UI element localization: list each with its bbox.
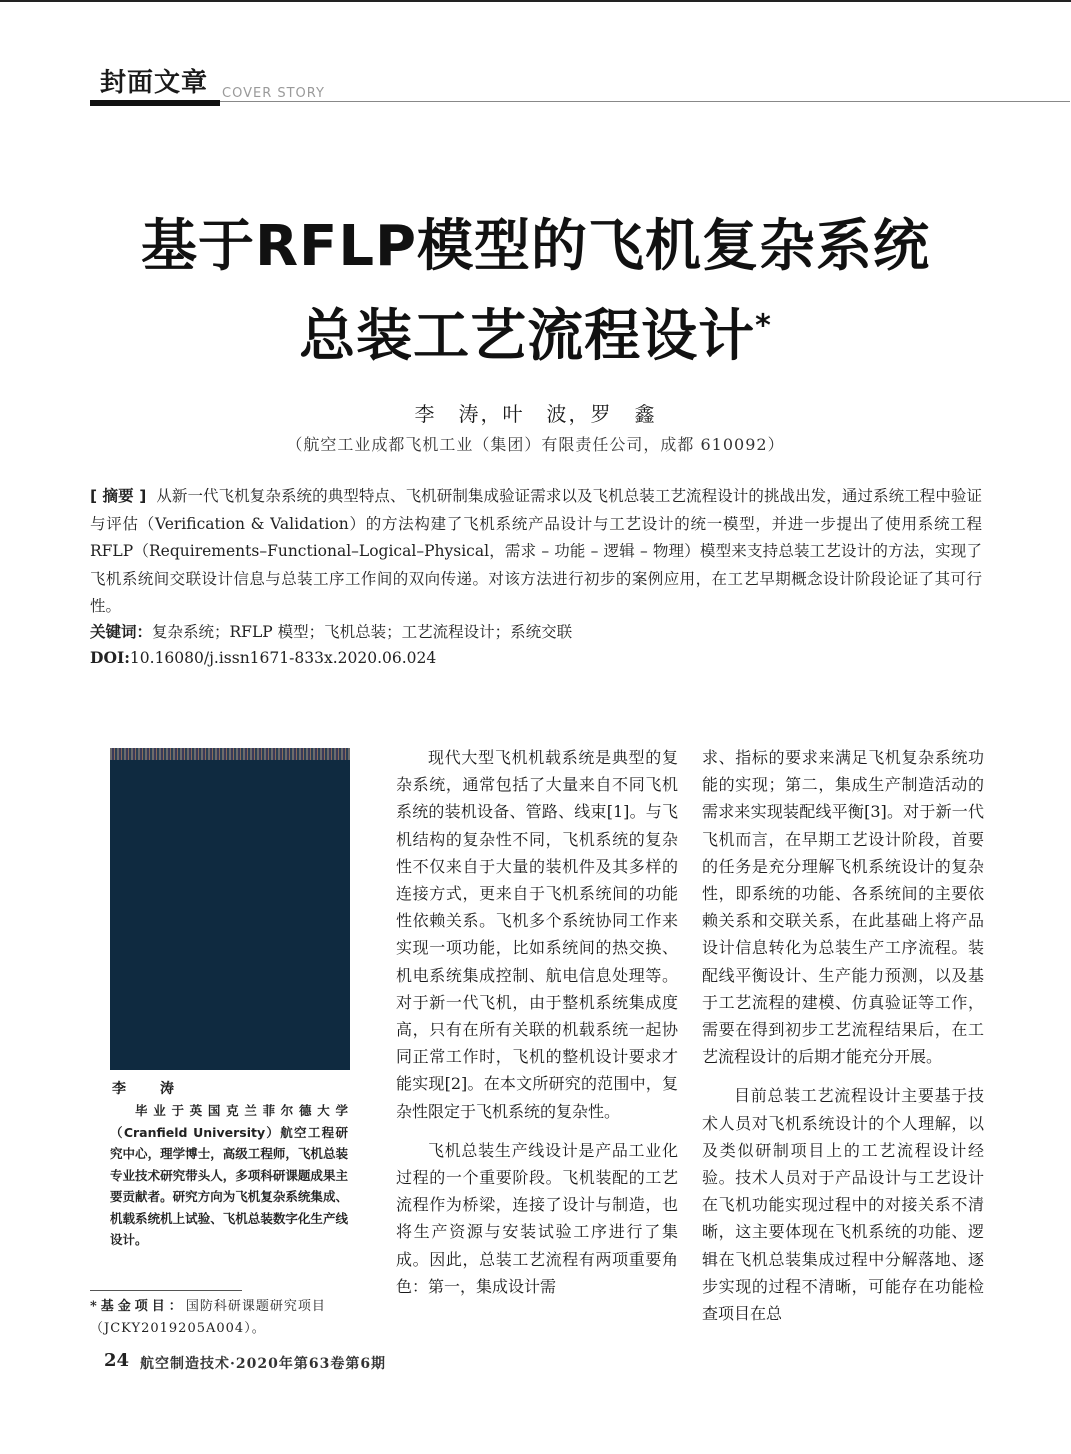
body-paragraph: 飞机总装生产线设计是产品工业化过程的一个重要阶段。飞机装配的工艺流程作为桥梁，连接了设计与制造，也将生产资源与安装试验工序进行了集成。因此，总装工艺流程有两项重要角色：第一，集成设计需 [396, 1140, 678, 1296]
affiliation: （航空工业成都飞机工业（集团）有限责任公司，成都 610092） [286, 435, 785, 454]
authors: 李 涛，叶 波，罗 鑫 [414, 402, 657, 426]
footnote-text: 国防科研课题研究项目（JCKY2019205A004）。 [90, 1299, 326, 1336]
body-paragraph: 现代大型飞机机载系统是典型的复杂系统，通常包括了大量来自不同飞机系统的装机设备、管路、线束[1]。与飞机结构的复杂性不同，飞机系统的复杂性不仅来自于大量的装机件及其多样的连接方式，更来自于飞机系统间的功能性依赖关系。飞机多个系统协同工作来实现一项功能，比如系统间的热交换、机电系统集成控制、航电信息处理等。对于新一代飞机，由于整机系统集成度高，只有在所有关联的机载系统一起协同正常工作时，飞机的整机设计要求才能实现[2]。在本文所研究的范围中，复杂性限定于飞机系统的复杂性。 [396, 748, 678, 1121]
body-column-1 [396, 744, 678, 1300]
doi-value: 10.16080/j.issn1671-833x.2020.06.024 [129, 649, 437, 667]
title-line-1: 基于RFLP模型的飞机复杂系统 [140, 214, 931, 279]
doi [90, 648, 436, 667]
title-line-2-text: 总装工艺流程设计 [299, 304, 756, 369]
body-column-2 [702, 744, 984, 1327]
photo-top-strip [110, 748, 350, 760]
top-border [0, 0, 1071, 2]
footnote-rule [90, 1290, 242, 1291]
section-rule [90, 100, 220, 106]
footnote [90, 1296, 372, 1340]
keywords-text: 复杂系统；RFLP 模型；飞机总装；工艺流程设计；系统交联 [152, 623, 573, 641]
author-photo [110, 748, 350, 1070]
bio-name: 李 涛 [112, 1081, 184, 1097]
section-heading: 封面文章 [100, 68, 209, 98]
title-footnote-mark: * [755, 308, 772, 344]
footnote-label: *基金项目： [90, 1299, 186, 1314]
keywords-label: 关键词： [90, 623, 153, 641]
keywords [90, 620, 982, 642]
title-line-2 [0, 292, 1071, 372]
bio-text: 毕业于英国克兰菲尔德大学（Cranfield University）航空工程研究中心，理学博士，高级工程师，飞机总装专业技术研究带头人，多项科研课题成果主要贡献者。研究方向为飞机复杂系统集成、机载系统机上试验、飞机总装数字化生产线设计。 [110, 1103, 348, 1247]
abstract-text: 从新一代飞机复杂系统的典型特点、飞机研制集成验证需求以及飞机总装工艺流程设计的挑战出发，通过系统工程中验证与评估（Verification & Validation）的方法构建了飞机系统产品设计与工艺设计的统一模型，并进一步提出了使用系统工程RFLP（Requirements–Functional–Logical–Physical，需求 – 功能 – 逻辑 – 物理）模型来支持总装工艺设计的方法，实现了飞机系统间交联设计信息与总装工序工作间的双向传递。对该方法进行初步的案例应用，在工艺早期概念设计阶段论证了其可行性。 [90, 487, 982, 616]
abstract-label: [ 摘要 ] [90, 487, 147, 505]
journal-info: 航空制造技术·2020年第63卷第6期 [140, 1356, 387, 1372]
body-paragraph: 求、指标的要求来满足飞机复杂系统功能的实现；第二，集成生产制造活动的需求来实现装配线平衡[3]。对于新一代飞机而言，在早期工艺设计阶段，首要的任务是充分理解飞机系统设计的复杂性，即系统的功能、各系统间的主要依赖关系和交联关系，在此基础上将产品设计信息转化为总装生产工序流程。装配线平衡设计、生产能力预测，以及基于工艺流程的建模、仿真验证等工作，需要在得到初步工艺流程结果后，在工艺流程设计的后期才能充分开展。 [702, 748, 984, 1067]
body-paragraph: 目前总装工艺流程设计主要基于技术人员对飞机系统设计的个人理解，以及类似研制项目上的工艺流程设计经验。技术人员对于产品设计与工艺设计在飞机功能实现过程中的对接关系不清晰，这主要体现在飞机系统的功能、逻辑在飞机总装集成过程中分解落地、逐步实现的过程不清晰，可能存在功能检查项目在总 [702, 1086, 984, 1324]
section-heading-en: COVER STORY [222, 86, 325, 101]
page-number: 24 [104, 1350, 130, 1371]
abstract [90, 483, 982, 621]
header-rule [220, 101, 1070, 102]
doi-label: DOI: [90, 648, 130, 667]
